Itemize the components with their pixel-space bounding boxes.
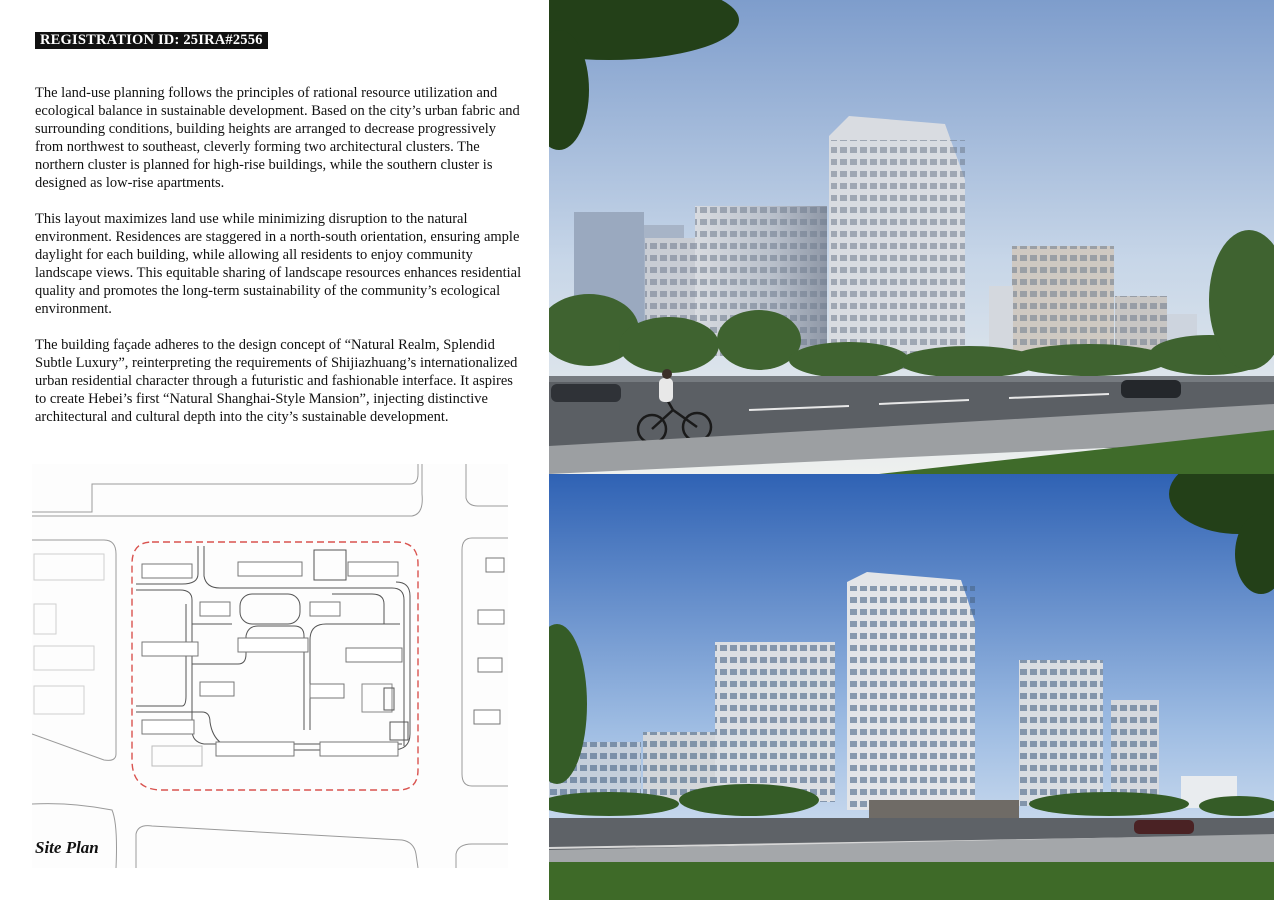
registration-id-badge: REGISTRATION ID: 25IRA#2556 [35, 32, 268, 49]
rendering-top-image [549, 0, 1274, 474]
rendering-top-svg [549, 0, 1274, 474]
description-text [35, 84, 523, 444]
rendering-bottom-svg [549, 474, 1274, 900]
site-plan-drawing [32, 464, 508, 868]
paragraph-facade: The building façade adheres to the design concept of “Natural Realm, Splendid Subtle Luxury”, reinterpreting the requirements of Shijiazhuang’s internationalized urban residential character through a futuristic and fashionable interface. It aspires to create Hebei’s first “Natural Shanghai-Style Mansion”, injecting distinctive architectural and cultural depth into the city’s sustainable development. [35, 337, 518, 425]
paragraph-land-use: The land-use planning follows the principles of rational resource utilization and ecological balance in sustainable development. Based on the city’s urban fabric and surrounding conditions, building heights are arranged to decrease progressively from northwest to southeast, cleverly forming two architectural clusters. The northern cluster is planned for high-rise buildings, while the southern cluster is designed as low-rise apartments. [35, 85, 520, 191]
site-plan-svg [32, 464, 508, 868]
text-panel [0, 0, 549, 900]
paragraph-layout: This layout maximizes land use while minimizing disruption to the natural environment. Residences are staggered in a north-south orientation, ensuring ample daylight for each building, while allowing all residents to enjoy community landscape views. This equitable sharing of landscape resources enhances residential quality and promotes the long-term sustainability of the community’s ecological environment. [35, 211, 522, 317]
rendering-bottom-image [549, 474, 1274, 900]
site-plan-title: Site Plan [35, 838, 99, 857]
